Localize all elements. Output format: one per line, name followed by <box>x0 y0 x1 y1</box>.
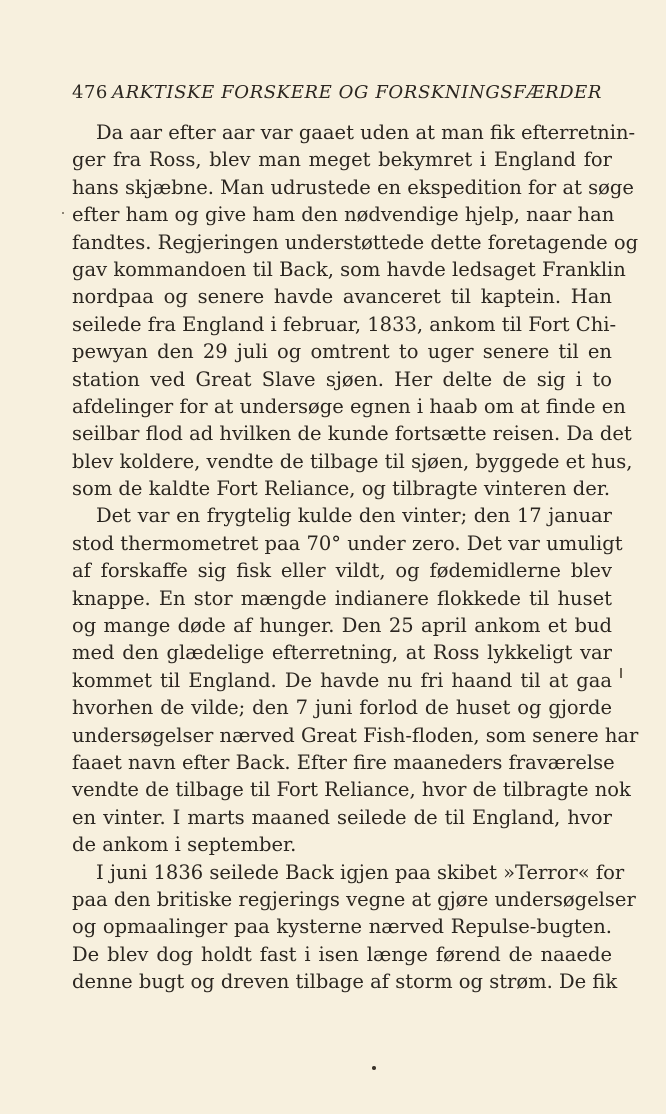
text-line: efter ham og give ham den nødvendige hjelp, naar han <box>72 203 615 227</box>
page-number: 476 <box>72 82 108 103</box>
text-line: paa den britiske regjerings vegne at gjøre undersøgelser <box>72 887 636 911</box>
text-line: kommet til England. De havde nu fri haand til at gaa <box>72 668 612 692</box>
text-line: de ankom i september. <box>72 833 297 857</box>
text-line: og opmaalinger paa kysterne nærved Repulse-bugten. <box>72 915 612 939</box>
running-title: ARKTISKE FORSKERE OG FORSKNINGSFÆRDER <box>112 82 603 103</box>
text-line: som de kaldte Fort Reliance, og tilbragte vinteren der. <box>72 477 611 501</box>
text-line: fandtes. Regjeringen understøttede dette foretagende og <box>72 230 639 254</box>
text-line: blev koldere, vendte de tilbage til sjøen, byggede et hus, <box>72 449 633 473</box>
text-line: pewyan den 29 juli og omtrent to uger senere til en <box>72 340 612 364</box>
text-line: vendte de tilbage til Fort Reliance, hvor de tilbragte nok <box>72 778 631 802</box>
text-line: station ved Great Slave sjøen. Her delte de sig i to <box>72 367 612 391</box>
text-line: denne bugt og dreven tilbage af storm og strøm. De fik <box>72 970 618 994</box>
margin-mark <box>620 668 622 678</box>
text-line: seilbar flod ad hvilken de kunde fortsætte reisen. Da det <box>72 422 632 446</box>
text-line: faaet navn efter Back. Efter fire maaneders fraværelse <box>72 750 615 774</box>
body-text <box>72 119 639 996</box>
running-header <box>72 82 612 106</box>
text-line: knappe. En stor mængde indianere flokkede til huset <box>72 586 612 610</box>
signature-dot <box>372 1066 376 1070</box>
text-line: hans skjæbne. Man udrustede en ekspedition for at søge <box>72 175 634 199</box>
text-line: med den glædelige efterretning, at Ross lykkeligt var <box>72 641 612 665</box>
text-line: af forskaffe sig fisk eller vildt, og fødemidlerne blev <box>72 559 612 583</box>
text-line: nordpaa og senere havde avanceret til kaptein. Han <box>72 285 612 309</box>
text-line: og mange døde af hunger. Den 25 april ankom et bud <box>72 614 612 638</box>
text-line: afdelinger for at undersøge egnen i haab om at finde en <box>72 394 626 418</box>
text-line: stod thermometret paa 70° under zero. Det var umuligt <box>72 531 623 555</box>
text-line: seilede fra England i februar, 1833, ankom til Fort Chi- <box>72 312 617 336</box>
paper-speck <box>62 212 64 214</box>
text-line: I juni 1836 seilede Back igjen paa skibet »Terror« for <box>96 860 625 884</box>
text-line: ger fra Ross, blev man meget bekymret i England for <box>72 148 612 172</box>
text-line: undersøgelser nærved Great Fish-floden, som senere har <box>72 723 639 747</box>
text-line: hvorhen de vilde; den 7 juni forlod de huset og gjorde <box>72 696 612 720</box>
text-line: en vinter. I marts maaned seilede de til England, hvor <box>72 805 612 829</box>
text-line: Det var en frygtelig kulde den vinter; den 17 januar <box>96 504 612 528</box>
text-line: gav kommandoen til Back, som havde ledsaget Franklin <box>72 257 626 281</box>
text-line: De blev dog holdt fast i isen længe førend de naaede <box>72 942 612 966</box>
text-line: Da aar efter aar var gaaet uden at man fik efterretnin- <box>96 121 636 144</box>
